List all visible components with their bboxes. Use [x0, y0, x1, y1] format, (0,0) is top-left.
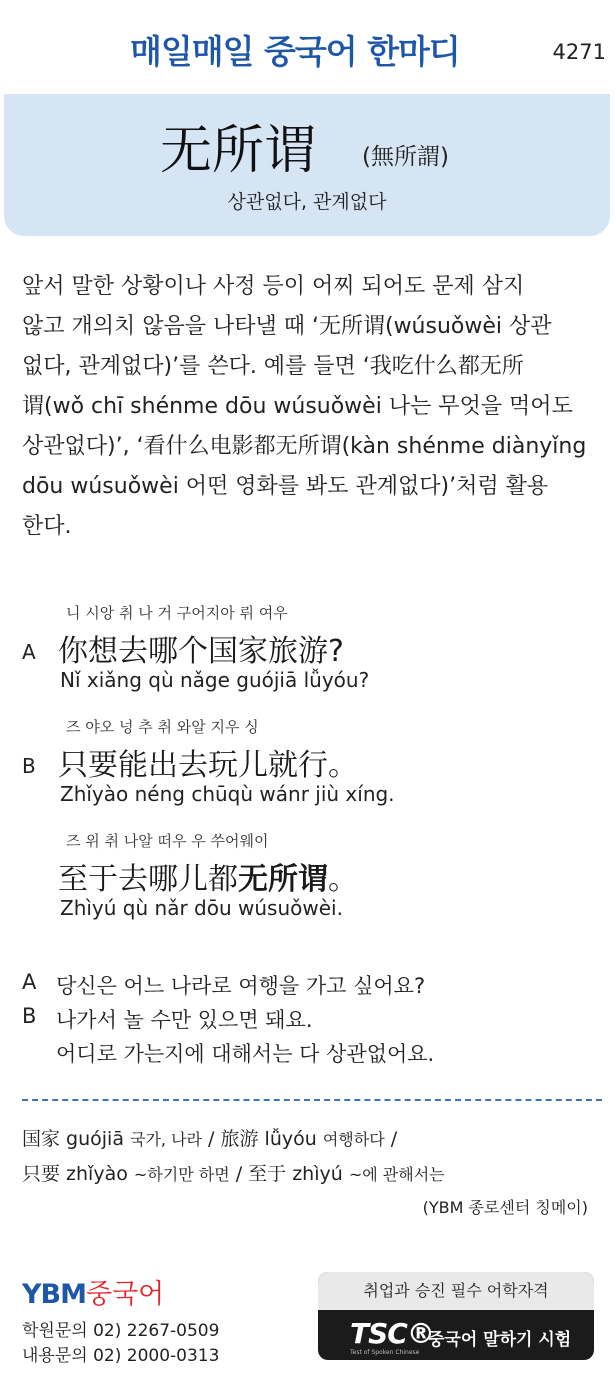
speaker-label: A — [22, 640, 36, 664]
dialogue-pinyin: Zhǐyào néng chūqù wánr jiù xíng. — [60, 782, 395, 806]
vocab-separator: / — [202, 1128, 221, 1150]
tsc-tagline: 취업과 승진 필수 어학자격 — [318, 1272, 594, 1310]
vocab-line — [22, 1122, 606, 1157]
explanation-line: 않고 개의치 않음을 나타낼 때 ‘无所谓(wúsuǒwèi 상관 — [22, 314, 552, 339]
dialogue-chinese-text: 只要能出去玩儿就行。 — [58, 748, 358, 783]
translation-text: 어디로 가는지에 대해서는 다 상관없어요. — [56, 1042, 435, 1066]
dashed-divider — [22, 1099, 602, 1101]
issue-number: 4271 — [552, 40, 606, 64]
vocab-meaning: ~에 관해서는 — [348, 1165, 445, 1184]
speaker-label: B — [22, 754, 36, 778]
vocab-word: 旅游 lǚyóu — [220, 1128, 317, 1150]
ybm-footer — [22, 1272, 219, 1369]
expression-meaning: 상관없다, 관계없다 — [227, 191, 387, 213]
explanation-line: 앞서 말한 상황이나 사정 등이 어찌 되어도 문제 삼지 — [22, 274, 525, 299]
dialogue-reading: 니 시앙 취 나 거 구어지아 뤼 여우 — [66, 604, 288, 622]
speaker-label: B — [22, 1004, 37, 1028]
vocab-line — [22, 1157, 606, 1192]
contact-content: 내용문의 02) 2000-0313 — [22, 1346, 220, 1366]
vocab-separator: / — [384, 1128, 398, 1150]
translation — [22, 970, 606, 1072]
translation-row — [22, 1004, 606, 1038]
vocab-meaning: ~하기만 하면 — [133, 1165, 230, 1184]
explanation-line: 한다. — [22, 514, 72, 539]
vocab-separator: / — [229, 1163, 249, 1185]
translation-text: 나가서 놀 수만 있으면 돼요. — [56, 1008, 313, 1032]
translation-text: 당신은 어느 나라로 여행을 가고 싶어요? — [56, 974, 426, 998]
vocabulary — [22, 1122, 606, 1192]
tsc-ad — [318, 1272, 594, 1360]
vocab-meaning: 여행하다 — [322, 1130, 385, 1149]
explanation-paragraph — [22, 267, 606, 547]
dialogue-chinese — [58, 740, 358, 784]
dialogue-chinese — [58, 626, 344, 670]
vocab-word: 国家 guójiā — [22, 1128, 124, 1150]
tsc-exam-name: 중국어 말하기 시험 — [428, 1330, 572, 1350]
dialogue-pinyin: Zhìyú qù nǎr dōu wúsuǒwèi. — [60, 896, 343, 920]
dialogue-reading: 즈 야오 넝 추 취 와알 지우 싱 — [66, 718, 259, 736]
dialogue-chinese-punct: 。 — [328, 862, 358, 897]
expression-box — [4, 94, 610, 236]
contact-academy: 학원문의 02) 2267-0509 — [22, 1321, 220, 1341]
explanation-line: 없다, 관계없다)’를 쓴다. 예를 들면 ‘我吃什么都无所 — [22, 354, 524, 379]
ybm-wordmark: YBM — [22, 1279, 86, 1310]
tsc-logo: TSC® — [350, 1317, 434, 1350]
explanation-line: dōu wúsuǒwèi 어떤 영화를 봐도 관계없다)’처럼 활용 — [22, 474, 549, 499]
translation-row — [22, 1038, 606, 1072]
explanation-line: 상관없다)’, ‘看什么电影都无所谓(kàn shénme diànyǐng — [22, 434, 587, 459]
dialogue-chinese-text: 你想去哪个国家旅游? — [58, 634, 344, 669]
contact-info — [22, 1319, 219, 1369]
dialogue-reading: 즈 위 취 나알 떠우 우 쑤어웨이 — [66, 832, 269, 850]
header — [0, 0, 616, 90]
ybm-logo — [22, 1272, 219, 1311]
explanation-line: 谓(wǒ chī shénme dōu wúsuǒwèi 나는 무엇을 먹어도 — [22, 394, 573, 419]
vocab-meaning: 국가, 나라 — [130, 1130, 203, 1149]
expression-chinese: 无所谓 — [160, 121, 317, 181]
expression-traditional: (無所謂) — [362, 144, 449, 170]
vocab-word: 至于 zhìyú — [248, 1163, 343, 1185]
author-credit: (YBM 종로센터 칭메이) — [422, 1198, 588, 1217]
tsc-subtitle: Test of Spoken Chinese — [350, 1349, 420, 1356]
vocab-word: 只要 zhǐyào — [22, 1163, 128, 1185]
dialogue-chinese — [58, 854, 358, 898]
ybm-korean-wordmark: 중국어 — [86, 1279, 165, 1310]
translation-row — [22, 970, 606, 1004]
dialogue-chinese-text: 至于去哪儿都 — [58, 862, 238, 897]
series-title: 매일매일 중국어 한마디 — [130, 32, 460, 71]
speaker-label: A — [22, 970, 37, 994]
dialogue-pinyin: Nǐ xiǎng qù nǎge guójiā lǚyóu? — [60, 668, 370, 692]
dialogue-chinese-highlight: 无所谓 — [238, 862, 328, 897]
